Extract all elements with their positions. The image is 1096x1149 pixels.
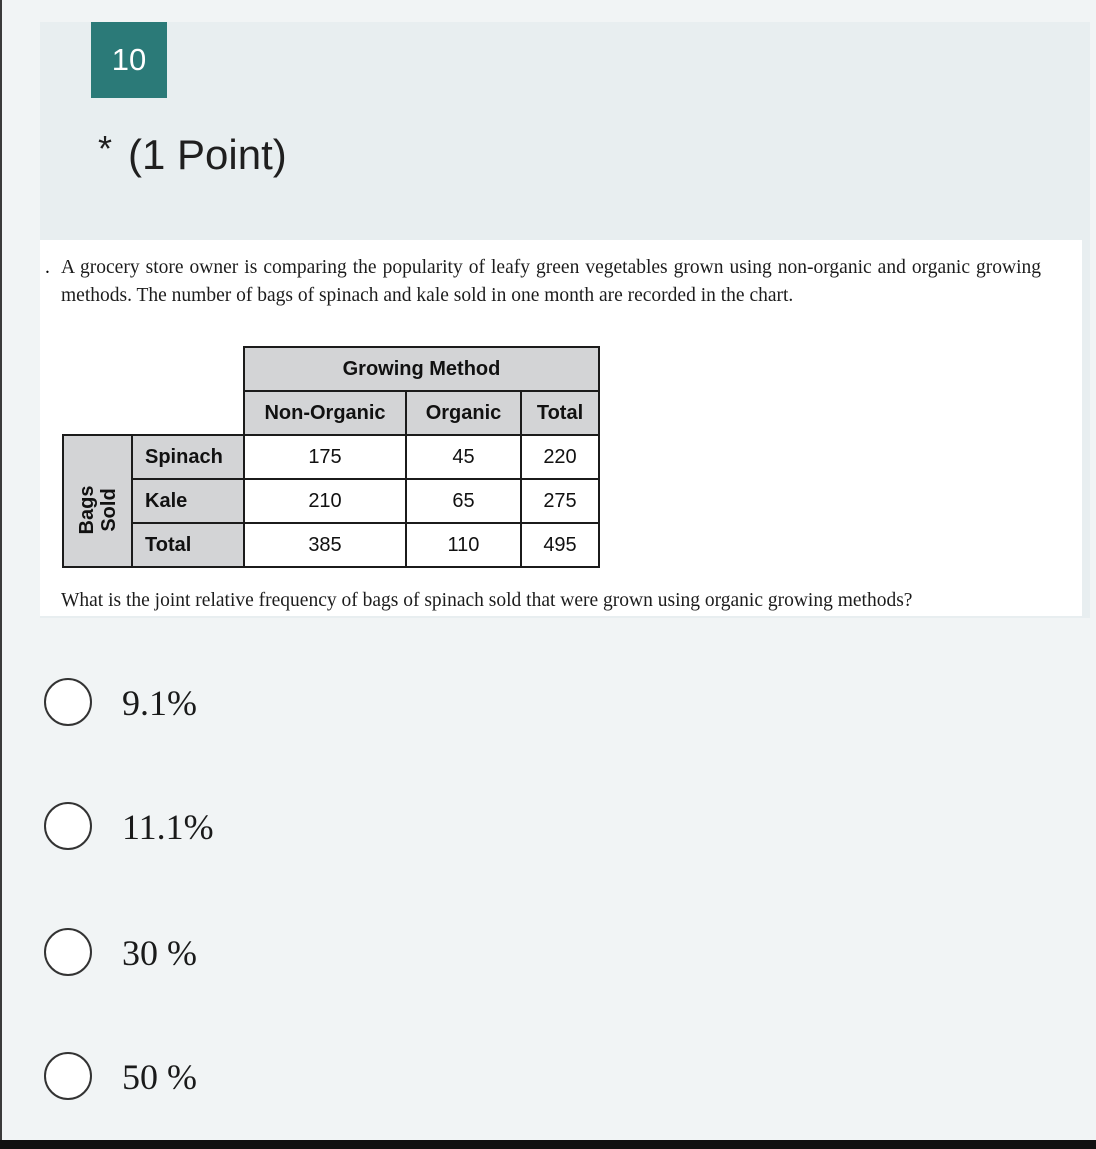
table-cell: 175: [243, 434, 407, 480]
column-header-non-organic: Non-Organic: [243, 390, 407, 436]
table-cell: 495: [520, 522, 600, 568]
question-prompt: A grocery store owner is comparing the popularity of leafy green vegetables grown using non-organic and organic growing methods. The number of bags of spinach and kale sold in one month are recorded in the chart.: [61, 257, 1041, 306]
table-cell: 210: [243, 478, 407, 524]
table-group-header: Growing Method: [243, 346, 600, 392]
answer-option-label: 11.1%: [122, 807, 214, 847]
answer-option-2[interactable]: [44, 802, 444, 854]
question-text: What is the joint relative frequency of bags of spinach sold that were grown using organic growing methods?: [61, 590, 913, 611]
radio-button[interactable]: [44, 1052, 92, 1100]
answer-option-4[interactable]: [44, 1052, 444, 1104]
row-group-label-line2: Sold: [98, 488, 120, 532]
row-group-label: [76, 460, 120, 560]
required-asterisk: *: [98, 128, 113, 169]
column-header-organic: Organic: [405, 390, 522, 436]
table-cell: 45: [405, 434, 522, 480]
table-cell: 275: [520, 478, 600, 524]
table-cell: 220: [520, 434, 600, 480]
bottom-bar: [0, 1140, 1096, 1149]
radio-button[interactable]: [44, 928, 92, 976]
radio-button[interactable]: [44, 802, 92, 850]
answer-option-label: 50 %: [122, 1057, 197, 1097]
window-edge: [0, 0, 2, 1149]
table-cell: 110: [405, 522, 522, 568]
answer-option-label: 9.1%: [122, 683, 197, 723]
row-group-label-line1: Bags: [76, 485, 98, 535]
table-cell: 65: [405, 478, 522, 524]
table-cell: 385: [243, 522, 407, 568]
question-points: [98, 128, 287, 179]
radio-button[interactable]: [44, 678, 92, 726]
answer-option-3[interactable]: [44, 928, 444, 980]
row-label-spinach: Spinach: [131, 434, 245, 480]
answer-option-label: 30 %: [122, 933, 197, 973]
row-label-total: Total: [131, 522, 245, 568]
prompt-bullet: .: [45, 257, 50, 278]
points-label: (1 Point): [128, 131, 287, 178]
column-header-total: Total: [520, 390, 600, 436]
row-label-kale: Kale: [131, 478, 245, 524]
question-number-badge: 10: [91, 22, 167, 98]
answer-option-1[interactable]: [44, 678, 444, 730]
